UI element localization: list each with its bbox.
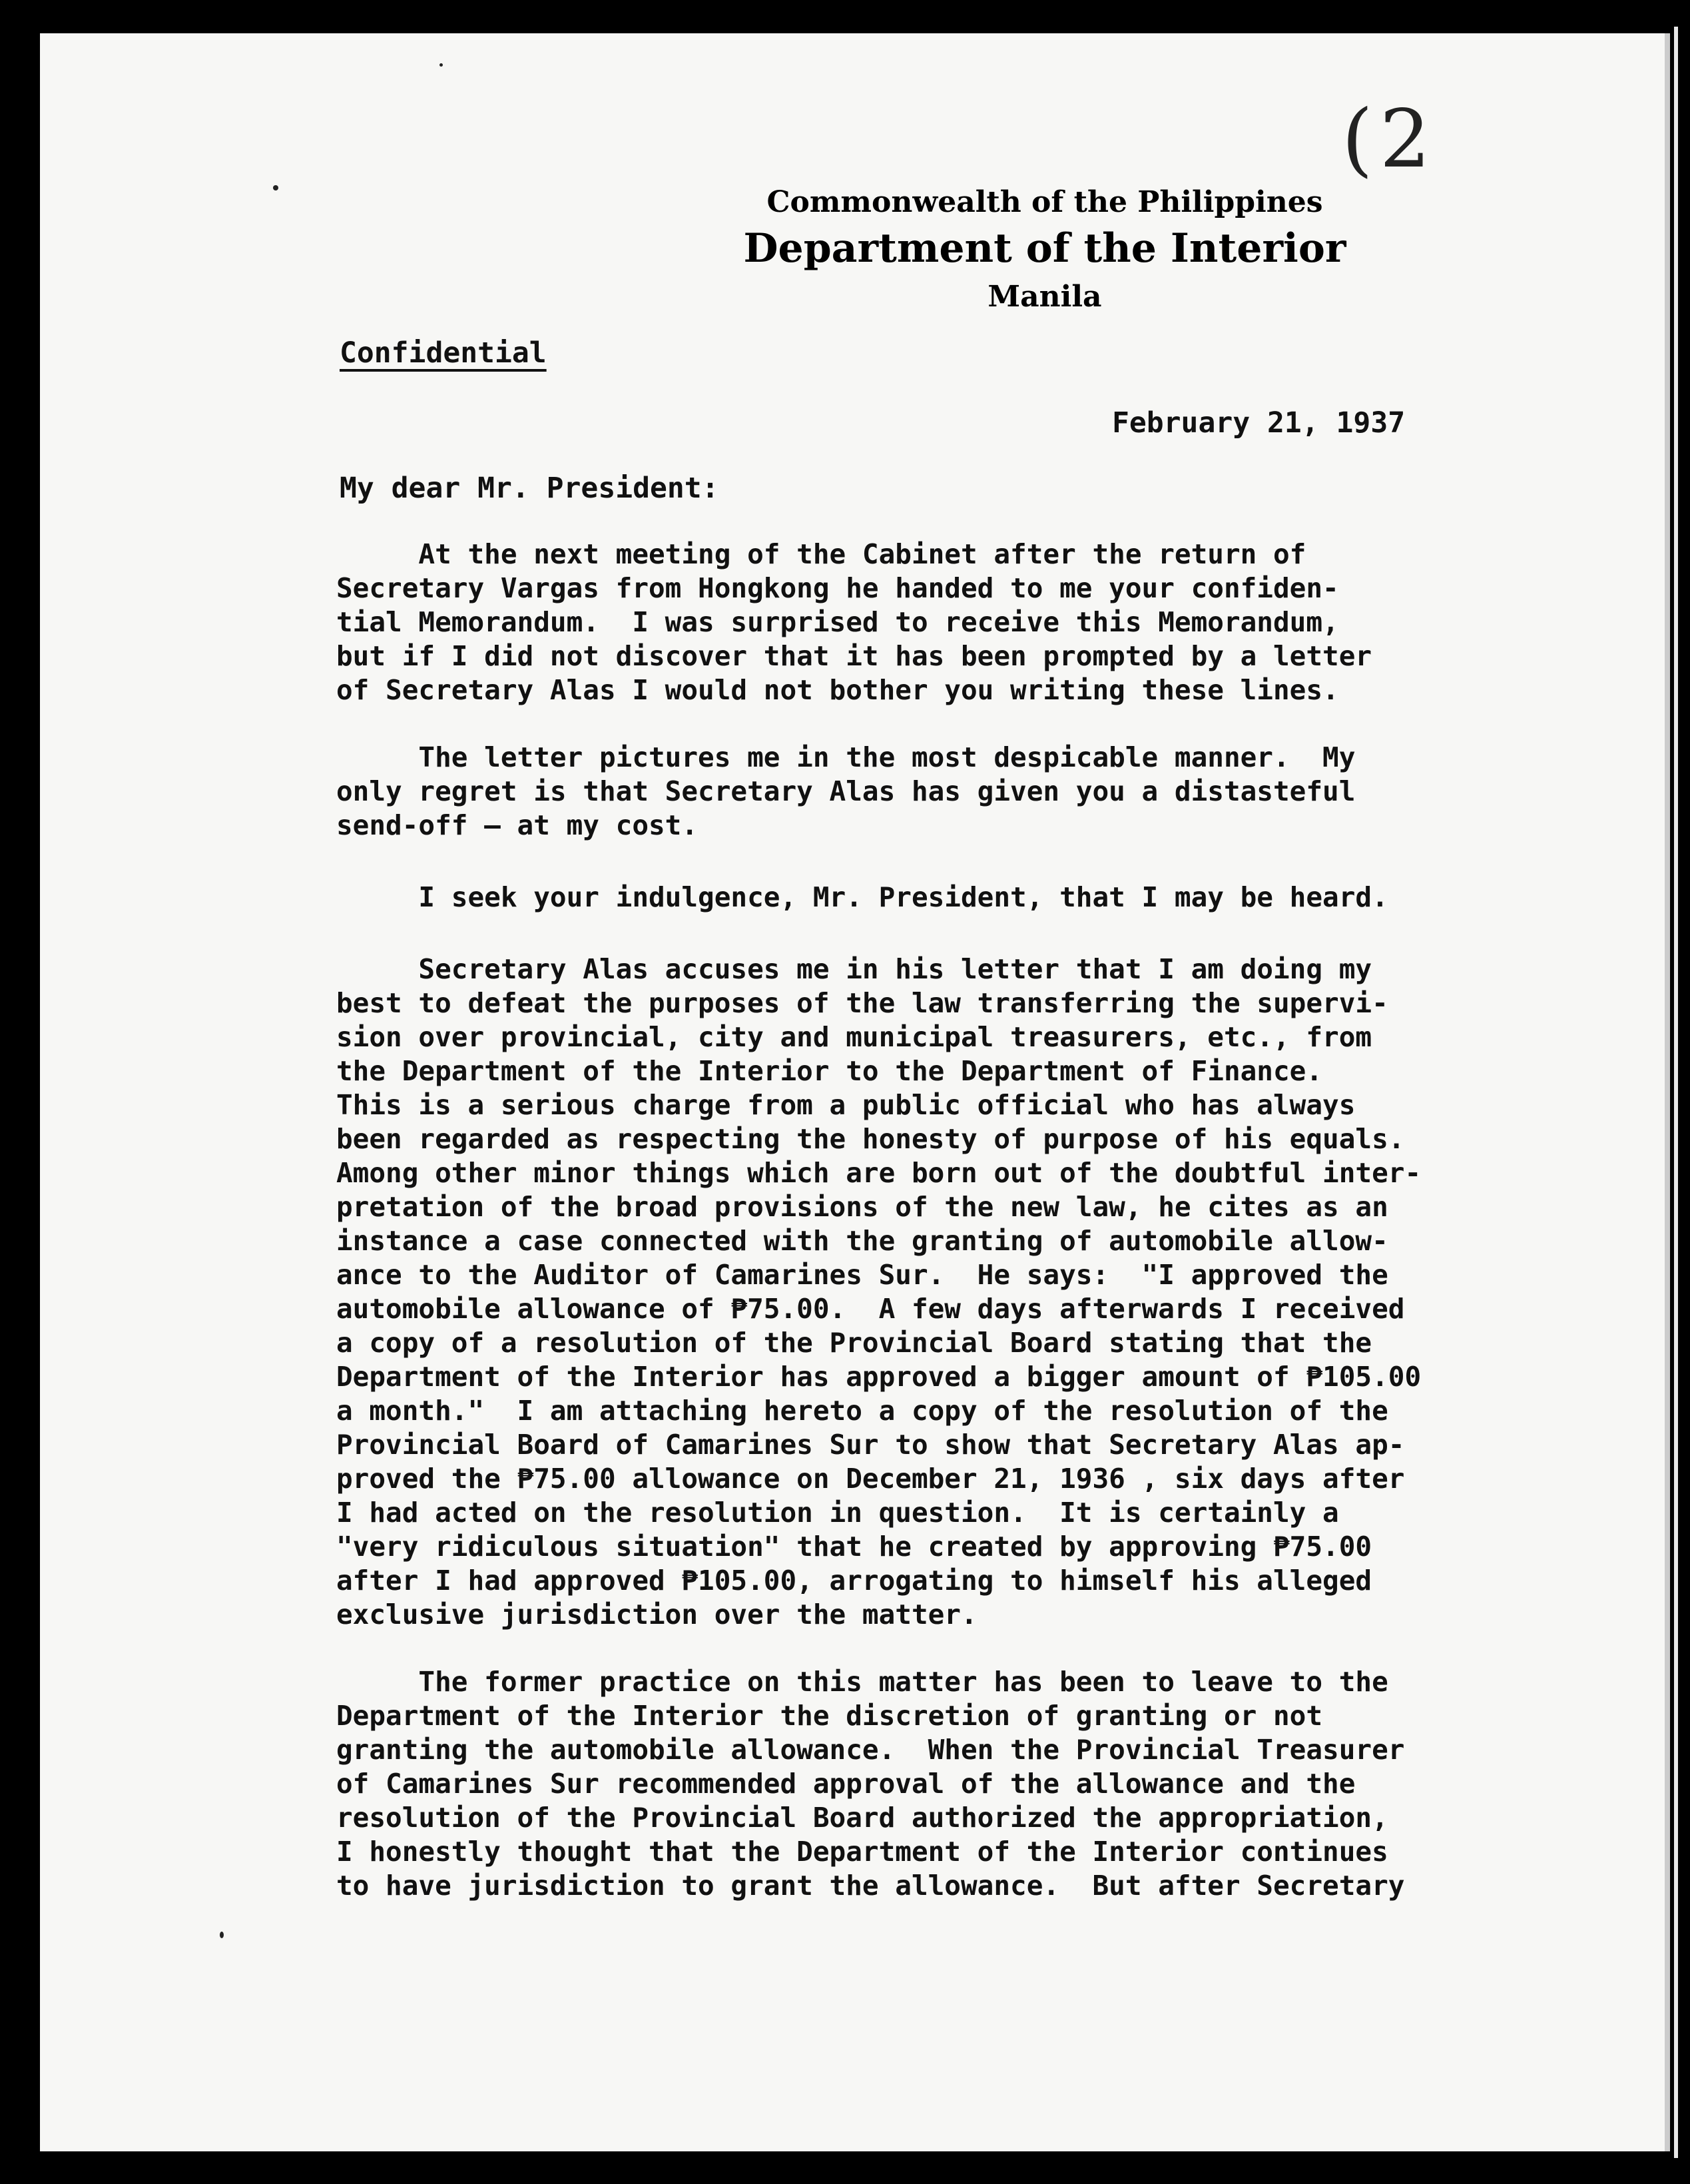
- paragraph-line: The former practice on this matter has been to leave to the: [336, 1666, 1388, 1698]
- classification-label: Confidential: [340, 336, 547, 370]
- letterhead-city: Manila: [987, 280, 1102, 314]
- paragraph-line: to have jurisdiction to grant the allowance. But after Secretary: [336, 1870, 1405, 1902]
- paragraph-2: [336, 741, 1482, 843]
- salutation: My dear Mr. President:: [340, 472, 719, 505]
- letter-date: February 21, 1937: [1112, 406, 1406, 440]
- paragraph-line: automobile allowance of ₱75.00. A few days afterwards I received: [336, 1293, 1405, 1325]
- letterhead-commonwealth: Commonwealth of the Philippines: [766, 185, 1323, 219]
- paragraph-line: but if I did not discover that it has been prompted by a letter: [336, 640, 1372, 672]
- paragraph-line: of Secretary Alas I would not bother you writing these lines.: [336, 674, 1339, 706]
- page-number: (2: [1342, 93, 1438, 186]
- paragraph-line: I had acted on the resolution in question. It is certainly a: [336, 1497, 1339, 1529]
- paragraph-line: instance a case connected with the granting of automobile allow-: [336, 1225, 1388, 1257]
- paper-speck: [439, 63, 443, 67]
- paragraph-line: "very ridiculous situation" that he created by approving ₱75.00: [336, 1531, 1372, 1563]
- paper-speck: [220, 1932, 224, 1938]
- paragraph-5: [336, 1665, 1482, 1903]
- paragraph-line: Department of the Interior has approved a bigger amount of ₱105.00: [336, 1361, 1422, 1393]
- paragraph-line: Secretary Alas accuses me in his letter that I am doing my: [336, 953, 1372, 985]
- paragraph-line: best to defeat the purposes of the law transferring the supervi-: [336, 987, 1388, 1019]
- letterhead-department: Department of the Interior: [743, 225, 1346, 272]
- paragraph-line: resolution of the Provincial Board authorized the appropriation,: [336, 1802, 1388, 1834]
- paragraph-line: At the next meeting of the Cabinet after the return of: [336, 538, 1306, 570]
- paragraph-line: Secretary Vargas from Hongkong he handed to me your confiden-: [336, 572, 1339, 604]
- paragraph-line: a month." I am attaching hereto a copy of the resolution of the: [336, 1395, 1388, 1427]
- paragraph-line: This is a serious charge from a public official who has always: [336, 1089, 1356, 1121]
- paper-speck: [273, 185, 278, 190]
- paragraph-line: Provincial Board of Camarines Sur to show that Secretary Alas ap-: [336, 1429, 1405, 1461]
- paragraph-line: Department of the Interior the discretion of granting or not: [336, 1700, 1323, 1732]
- paragraph-line: the Department of the Interior to the Department of Finance.: [336, 1055, 1323, 1087]
- paragraph-line: been regarded as respecting the honesty of purpose of his equals.: [336, 1123, 1405, 1155]
- paragraph-4: [336, 952, 1482, 1632]
- paragraph-line: Among other minor things which are born out of the doubtful inter-: [336, 1157, 1422, 1189]
- paragraph-line: exclusive jurisdiction over the matter.: [336, 1599, 978, 1631]
- paragraph-line: a copy of a resolution of the Provincial Board stating that the: [336, 1327, 1372, 1359]
- paragraph-line: I honestly thought that the Department of the Interior continues: [336, 1836, 1388, 1868]
- paragraph-line: The letter pictures me in the most despicable manner. My: [336, 741, 1356, 773]
- paragraph-line: I seek your indulgence, Mr. President, that I may be heard.: [336, 881, 1388, 913]
- page-edge: [1674, 27, 1678, 2158]
- paragraph-line: of Camarines Sur recommended approval of the allowance and the: [336, 1768, 1356, 1800]
- paragraph-line: send-off — at my cost.: [336, 809, 699, 841]
- paragraph-line: granting the automobile allowance. When the Provincial Treasurer: [336, 1734, 1405, 1766]
- paragraph-line: sion over provincial, city and municipal treasurers, etc., from: [336, 1021, 1372, 1053]
- paragraph-line: ance to the Auditor of Camarines Sur. He says: "I approved the: [336, 1259, 1388, 1291]
- paragraph-line: proved the ₱75.00 allowance on December 21, 1936 , six days after: [336, 1463, 1405, 1495]
- paragraph-line: tial Memorandum. I was surprised to receive this Memorandum,: [336, 606, 1339, 638]
- paragraph-line: only regret is that Secretary Alas has given you a distasteful: [336, 775, 1356, 807]
- paragraph-line: pretation of the broad provisions of the new law, he cites as an: [336, 1191, 1388, 1223]
- paragraph-1: [336, 538, 1482, 707]
- paragraph-3: [336, 881, 1482, 914]
- paragraph-line: after I had approved ₱105.00, arrogating to himself his alleged: [336, 1565, 1372, 1597]
